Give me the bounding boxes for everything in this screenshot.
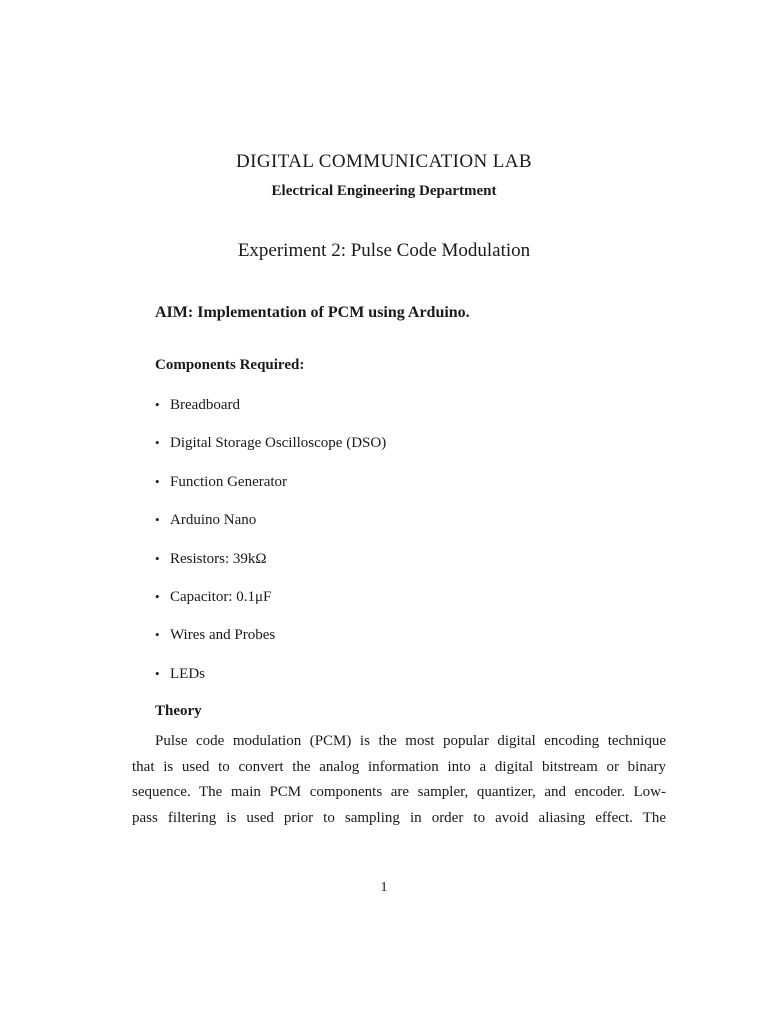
- theory-line: that is used to convert the analog information into a digital bitstream or binary: [132, 758, 666, 775]
- list-item: [155, 394, 386, 432]
- bullet-icon: •: [155, 397, 160, 412]
- lab-title: DIGITAL COMMUNICATION LAB: [236, 151, 532, 172]
- list-item: [155, 432, 386, 470]
- components-heading: Components Required:: [155, 357, 305, 373]
- experiment-title: Experiment 2: Pulse Code Modulation: [237, 240, 531, 261]
- bullet-icon: •: [155, 588, 160, 604]
- bullet-icon: •: [155, 550, 160, 566]
- theory-line: Pulse code modulation (PCM) is the most popular digital encoding technique: [155, 733, 666, 749]
- department-subtitle: Electrical Engineering Department: [271, 183, 497, 199]
- bullet-icon: •: [155, 512, 160, 528]
- list-item-label: Resistors: 39kΩ: [170, 550, 267, 567]
- bullet-icon: •: [155, 435, 160, 451]
- bullet-icon: •: [155, 665, 160, 681]
- list-item: [155, 663, 386, 701]
- list-item-label: Digital Storage Oscilloscope (DSO): [170, 435, 387, 452]
- components-list: [155, 394, 386, 701]
- list-item-label: Capacitor: 0.1μF: [170, 588, 272, 605]
- list-item: [155, 548, 386, 586]
- aim-statement: AIM: Implementation of PCM using Arduino.: [155, 304, 470, 321]
- list-item-label: Function Generator: [170, 473, 288, 490]
- theory-line: pass filtering is used prior to sampling in order to avoid aliasing effect. The: [132, 809, 666, 826]
- list-item-label: Wires and Probes: [170, 627, 276, 644]
- list-item-label: Breadboard: [170, 397, 240, 413]
- list-item: [155, 509, 386, 547]
- list-item: [155, 471, 386, 509]
- theory-line: sequence. The main PCM components are sampler, quantizer, and encoder. Low-: [132, 784, 666, 800]
- theory-heading: Theory: [155, 703, 202, 719]
- list-item-label: Arduino Nano: [170, 512, 257, 529]
- list-item-label: LEDs: [170, 665, 205, 682]
- list-item: [155, 624, 386, 662]
- page-number: 1: [380, 880, 388, 895]
- bullet-icon: •: [155, 627, 160, 643]
- theory-paragraph: [132, 729, 666, 831]
- list-item: [155, 586, 386, 624]
- bullet-icon: •: [155, 473, 160, 489]
